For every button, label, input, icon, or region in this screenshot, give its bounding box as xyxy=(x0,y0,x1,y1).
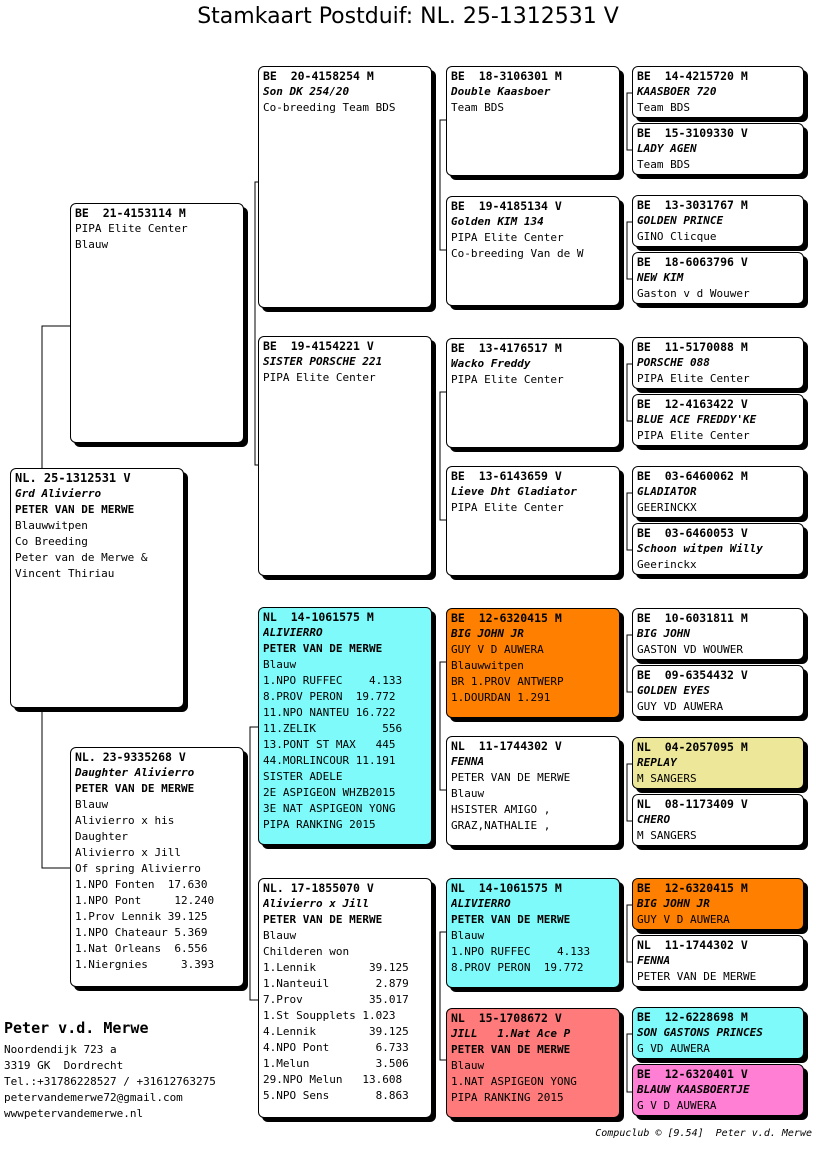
pigeon-name: BLUE ACE FREDDY'KE xyxy=(637,413,757,426)
ring-number: NL 04-2057095 M xyxy=(637,740,748,754)
card-line: Geerinckx xyxy=(637,558,697,571)
ring-number: BE 09-6354432 V xyxy=(637,668,748,682)
ring-number: BE 14-4215720 M xyxy=(637,69,748,83)
card-line: G VD AUWERA xyxy=(637,1042,710,1055)
card-line: 1.Melun 3.506 xyxy=(263,1057,409,1070)
card-line: Team BDS xyxy=(637,101,690,114)
ring-number: NL. 23-9335268 V xyxy=(75,750,186,764)
pigeon-card-subject xyxy=(10,468,184,708)
pigeon-name: Grd Alivierro xyxy=(15,487,102,500)
card-line: 11.ZELIK 556 xyxy=(263,722,403,735)
card-line: Childeren won xyxy=(263,945,350,958)
owner-line: PETER VAN DE MERWE xyxy=(263,642,383,655)
ring-number: BE 13-6143659 V xyxy=(451,469,562,483)
card-line: 1.NAT ASPIGEON YONG xyxy=(451,1075,577,1088)
card-line: Co-breeding Team BDS xyxy=(263,101,396,114)
card-line: PIPA Elite Center xyxy=(263,371,376,384)
pigeon-name: Son DK 254/20 xyxy=(263,85,350,98)
card-line: PIPA Elite Center xyxy=(451,501,564,514)
card-line: GUY V D AUWERA xyxy=(451,643,544,656)
card-line: BR 1.PROV ANTWERP xyxy=(451,675,564,688)
card-line: Blauw xyxy=(451,929,485,942)
ring-number: BE 10-6031811 M xyxy=(637,611,748,625)
card-line: Co-breeding Van de W xyxy=(451,247,584,260)
card-line: SISTER ADELE xyxy=(263,770,343,783)
pigeon-name: ALIVIERRO xyxy=(263,626,323,639)
pigeon-card-fmm xyxy=(446,466,620,576)
card-line: GRAZ,NATHALIE , xyxy=(451,819,551,832)
card-line: 1.Niergnies 3.393 xyxy=(75,958,215,971)
card-line: GEERINCKX xyxy=(637,501,697,514)
ring-number: BE 12-6320415 M xyxy=(637,881,748,895)
card-line: Vincent Thiriau xyxy=(15,567,115,580)
pigeon-card-g10 xyxy=(632,665,804,717)
card-line: PIPA Elite Center xyxy=(637,429,750,442)
pigeon-card-mmm xyxy=(446,1008,620,1118)
pigeon-name: NEW KIM xyxy=(637,271,684,284)
pigeon-name: Double Kaasboer xyxy=(451,85,551,98)
card-line: GINO Clicque xyxy=(637,230,717,243)
pigeon-card-ffm xyxy=(446,196,620,306)
owner-line: PETER VAN DE MERWE xyxy=(263,913,383,926)
footer-credit: Compuclub © [9.54] Peter v.d. Merwe xyxy=(595,1128,812,1139)
card-line: 2E ASPIGEON WHZB2015 xyxy=(263,786,396,799)
breeder-phone: Tel.:+31786228527 / +31612763275 xyxy=(4,1075,216,1088)
pigeon-card-g15 xyxy=(632,1007,804,1059)
card-line: Peter van de Merwe & xyxy=(15,551,148,564)
ring-number: BE 20-4158254 M xyxy=(263,69,374,83)
card-line: 1.NPO Pont 12.240 xyxy=(75,894,215,907)
card-line: Daughter xyxy=(75,830,128,843)
card-line: PIPA RANKING 2015 xyxy=(263,818,376,831)
card-line: PIPA Elite Center xyxy=(75,222,188,235)
card-line: Blauwwitpen xyxy=(15,519,88,532)
ring-number: NL 11-1744302 V xyxy=(451,739,562,753)
card-line: 1.NPO RUFFEC 4.133 xyxy=(451,945,591,958)
pigeon-card-g13 xyxy=(632,878,804,930)
pigeon-card-g7 xyxy=(632,466,804,518)
pigeon-name: BIG JOHN JR xyxy=(451,627,524,640)
breeder-website: wwwpetervandemerwe.nl xyxy=(4,1107,144,1120)
ring-number: BE 19-4185134 V xyxy=(451,199,562,213)
pigeon-card-g9 xyxy=(632,608,804,660)
card-line: PETER VAN DE MERWE xyxy=(637,970,757,983)
ring-number: BE 18-6063796 V xyxy=(637,255,748,269)
card-line: 3E NAT ASPIGEON YONG xyxy=(263,802,396,815)
pigeon-name: FENNA xyxy=(451,755,485,768)
owner-line: PETER VAN DE MERWE xyxy=(451,1043,571,1056)
card-line: 1.Lennik 39.125 xyxy=(263,961,409,974)
ring-number: BE 12-6228698 M xyxy=(637,1010,748,1024)
ring-number: NL. 25-1312531 V xyxy=(15,471,131,485)
ring-number: BE 13-3031767 M xyxy=(637,198,748,212)
pigeon-card-g16 xyxy=(632,1064,804,1116)
card-line: Team BDS xyxy=(451,101,504,114)
ring-number: BE 19-4154221 V xyxy=(263,339,374,353)
pigeon-card-g3 xyxy=(632,195,804,247)
card-line: Blauw xyxy=(263,929,297,942)
pigeon-card-fff xyxy=(446,66,620,176)
card-line: Co Breeding xyxy=(15,535,88,548)
ring-number: NL. 17-1855070 V xyxy=(263,881,374,895)
pigeon-card-mm xyxy=(258,878,432,1118)
card-line: PETER VAN DE MERWE xyxy=(451,771,571,784)
card-line: Team BDS xyxy=(637,158,690,171)
ring-number: BE 12-4163422 V xyxy=(637,397,748,411)
pigeon-card-fmf xyxy=(446,338,620,448)
pigeon-card-g1 xyxy=(632,66,804,118)
card-line: Of spring Alivierro xyxy=(75,862,201,875)
card-line: 5.NPO Sens 8.863 xyxy=(263,1089,409,1102)
ring-number: NL 08-1173409 V xyxy=(637,797,748,811)
ring-number: NL 14-1061575 M xyxy=(451,881,562,895)
card-line: PIPA RANKING 2015 xyxy=(451,1091,564,1104)
ring-number: NL 11-1744302 V xyxy=(637,938,748,952)
card-line: Blauwwitpen xyxy=(451,659,524,672)
breeder-city: 3319 GK Dordrecht xyxy=(4,1059,124,1072)
ring-number: BE 21-4153114 M xyxy=(75,206,186,220)
card-line: M SANGERS xyxy=(637,829,697,842)
owner-line: PETER VAN DE MERWE xyxy=(15,503,135,516)
pigeon-card-mother xyxy=(70,747,244,987)
pigeon-name: Daughter Alivierro xyxy=(75,766,195,779)
pigeon-name: JILL 1.Nat Ace P xyxy=(451,1027,571,1040)
card-line: 1.NPO RUFFEC 4.133 xyxy=(263,674,403,687)
card-line: 1.DOURDAN 1.291 xyxy=(451,691,551,704)
card-line: 7.Prov 35.017 xyxy=(263,993,409,1006)
card-line: PIPA Elite Center xyxy=(637,372,750,385)
pigeon-name: BLAUW KAASBOERTJE xyxy=(637,1083,750,1096)
pigeon-name: Golden KIM 134 xyxy=(451,215,544,228)
card-line: GUY VD AUWERA xyxy=(637,700,724,713)
card-line: 11.NPO NANTEU 16.722 xyxy=(263,706,396,719)
card-line: M SANGERS xyxy=(637,772,697,785)
pigeon-card-mmf xyxy=(446,878,620,988)
breeder-info xyxy=(4,1018,216,1122)
pigeon-card-g5 xyxy=(632,337,804,389)
card-line: 13.PONT ST MAX 445 xyxy=(263,738,396,751)
pigeon-card-g8 xyxy=(632,523,804,575)
pigeon-name: BIG JOHN xyxy=(637,627,690,640)
card-line: 8.PROV PERON 19.772 xyxy=(451,961,584,974)
ring-number: BE 03-6460062 M xyxy=(637,469,748,483)
pigeon-name: Wacko Freddy xyxy=(451,357,531,370)
card-line: 1.Nanteuil 2.879 xyxy=(263,977,409,990)
pigeon-name: ALIVIERRO xyxy=(451,897,511,910)
card-line: 4.Lennik 39.125 xyxy=(263,1025,409,1038)
card-line: PIPA Elite Center xyxy=(451,231,564,244)
card-line: HSISTER AMIGO , xyxy=(451,803,551,816)
owner-line: PETER VAN DE MERWE xyxy=(75,782,195,795)
pigeon-name: Schoon witpen Willy xyxy=(637,542,763,555)
pigeon-name: Alivierro x Jill xyxy=(263,897,369,910)
pigeon-card-fm xyxy=(258,336,432,576)
card-line: 44.MORLINCOUR 11.191 xyxy=(263,754,396,767)
pigeon-name: BIG JOHN JR xyxy=(637,897,710,910)
card-line: Blauw xyxy=(263,658,297,671)
pigeon-name: FENNA xyxy=(637,954,671,967)
ring-number: BE 13-4176517 M xyxy=(451,341,562,355)
pigeon-name: LADY AGEN xyxy=(637,142,697,155)
card-line: Blauw xyxy=(75,798,109,811)
card-line: GASTON VD WOUWER xyxy=(637,643,743,656)
card-line: G V D AUWERA xyxy=(637,1099,717,1112)
owner-line: PETER VAN DE MERWE xyxy=(451,913,571,926)
ring-number: BE 11-5170088 M xyxy=(637,340,748,354)
card-line: 1.Nat Orleans 6.556 xyxy=(75,942,208,955)
card-line: Blauw xyxy=(451,1059,485,1072)
breeder-address: Noordendijk 723 a xyxy=(4,1043,117,1056)
pigeon-card-mfm xyxy=(446,736,620,846)
card-line: PIPA Elite Center xyxy=(451,373,564,386)
ring-number: BE 15-3109330 V xyxy=(637,126,748,140)
ring-number: NL 15-1708672 V xyxy=(451,1011,562,1025)
card-line: Blauw xyxy=(451,787,485,800)
card-line: Blauw xyxy=(75,238,109,251)
card-line: 29.NPO Melun 13.608 xyxy=(263,1073,403,1086)
pigeon-name: SON GASTONS PRINCES xyxy=(637,1026,763,1039)
pigeon-name: CHERO xyxy=(637,813,671,826)
breeder-name: Peter v.d. Merwe xyxy=(4,1019,149,1037)
pigeon-name: PORSCHE 088 xyxy=(637,356,710,369)
pigeon-name: REPLAY xyxy=(637,756,677,769)
card-line: Gaston v d Wouwer xyxy=(637,287,750,300)
ring-number: BE 12-6320415 M xyxy=(451,611,562,625)
pigeon-card-g6 xyxy=(632,394,804,446)
pigeon-card-g11 xyxy=(632,737,804,789)
pigeon-card-mff xyxy=(446,608,620,718)
ring-number: NL 14-1061575 M xyxy=(263,610,374,624)
pigeon-card-g12 xyxy=(632,794,804,846)
card-line: 4.NPO Pont 6.733 xyxy=(263,1041,409,1054)
pigeon-name: KAASBOER 720 xyxy=(637,85,717,98)
ring-number: BE 12-6320401 V xyxy=(637,1067,748,1081)
card-line: 8.PROV PERON 19.772 xyxy=(263,690,396,703)
card-line: Alivierro x his xyxy=(75,814,175,827)
ring-number: BE 03-6460053 V xyxy=(637,526,748,540)
card-line: Alivierro x Jill xyxy=(75,846,181,859)
pigeon-card-mf xyxy=(258,607,432,845)
pigeon-card-g4 xyxy=(632,252,804,304)
pigeon-name: Lieve Dht Gladiator xyxy=(451,485,577,498)
pigeon-card-ff xyxy=(258,66,432,308)
card-line: 1.NPO Chateaur 5.369 xyxy=(75,926,208,939)
card-line: 1.Prov Lennik 39.125 xyxy=(75,910,208,923)
page-title: Stamkaart Postduif: NL. 25-1312531 V xyxy=(197,4,619,29)
pigeon-card-g2 xyxy=(632,123,804,175)
breeder-email: petervandemerwe72@gmail.com xyxy=(4,1091,183,1104)
pigeon-name: GLADIATOR xyxy=(637,485,697,498)
card-line: GUY V D AUWERA xyxy=(637,913,730,926)
ring-number: BE 18-3106301 M xyxy=(451,69,562,83)
pigeon-card-g14 xyxy=(632,935,804,987)
card-line: 1.St Soupplets 1.023 xyxy=(263,1009,396,1022)
pigeon-name: GOLDEN PRINCE xyxy=(637,214,724,227)
pigeon-card-father xyxy=(70,203,244,443)
pigeon-name: GOLDEN EYES xyxy=(637,684,710,697)
pigeon-name: SISTER PORSCHE 221 xyxy=(263,355,383,368)
card-line: 1.NPO Fonten 17.630 xyxy=(75,878,208,891)
